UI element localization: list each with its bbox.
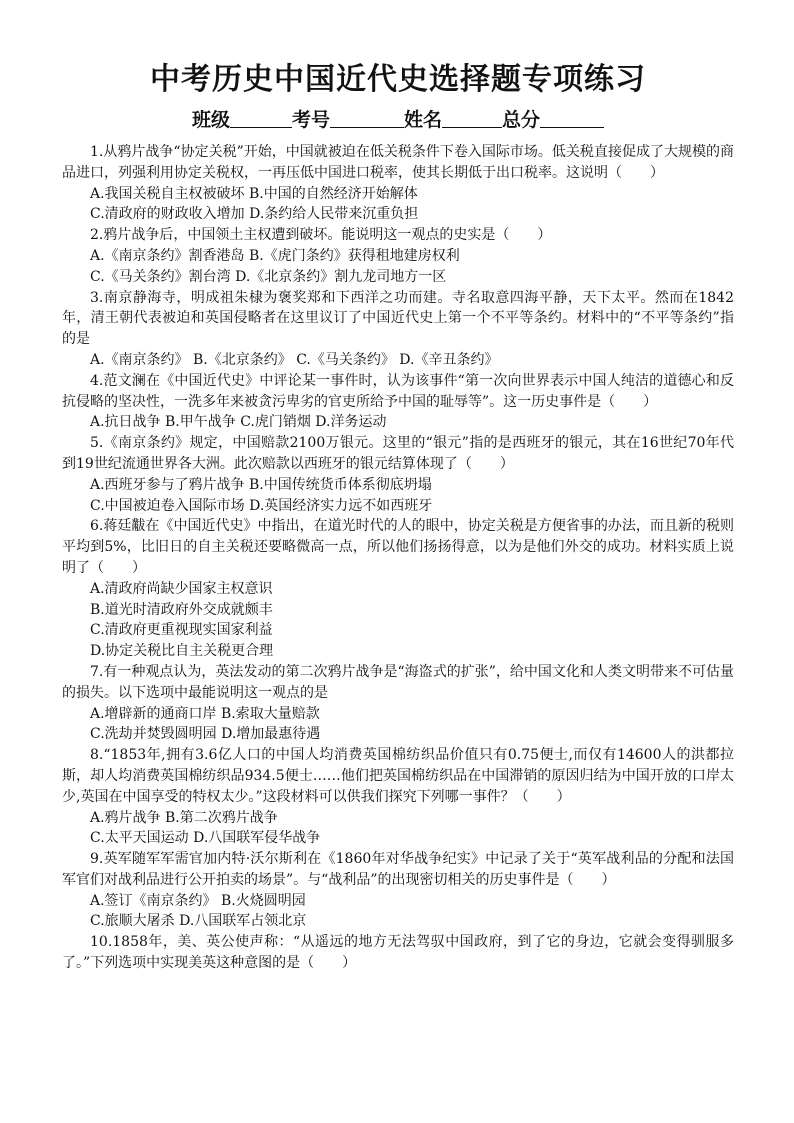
option-line: C.太平天国运动 D.八国联军侵华战争 xyxy=(90,830,321,847)
question-stem: 10.1858年，美、英公使声称：“从遥远的地方无法驾驭中国政府，到了它的身边，它就会变得驯服多了。”下列选项中实现美英这种意图的是（ ） xyxy=(62,934,734,972)
option-line: A.清政府尚缺少国家主权意识 xyxy=(90,580,273,597)
question-item xyxy=(62,288,734,371)
score-blank[interactable] xyxy=(540,109,604,128)
question-item xyxy=(62,849,734,932)
score-label: 总分 xyxy=(502,109,541,131)
option-line: A.西班牙参与了鸦片战争 B.中国传统货币体系彻底坍塌 xyxy=(90,476,432,493)
number-blank[interactable] xyxy=(330,109,404,128)
question-item xyxy=(62,662,734,745)
question-stem: 5.《南京条约》规定，中国赔款2100万银元。这里的“银元”指的是西班牙的银元，其在16世纪70年代到19世纪流通世界各大洲。此次赔款以西班牙的银元结算体现了（ ） xyxy=(62,435,734,472)
question-stem: 6.蒋廷黻在《中国近代史》中指出，在道光时代的人的眼中，协定关税是方便省事的办法，而且新的税则平均到5%，比旧日的自主关税还要略微高一点，所以他们扬扬得意，以为是他们外交的成功。材料实质上说明了（ ） xyxy=(62,518,734,576)
student-info-line xyxy=(62,104,734,136)
option-line: A.《南京条约》割香港岛 B.《虎门条约》获得租地建房权利 xyxy=(90,247,460,264)
question-item xyxy=(62,433,734,516)
question-item xyxy=(62,516,734,662)
question-stem: 9.英军随军军需官加内特·沃尔斯利在《1860年对华战争纪实》中记录了关于“英军战利品的分配和法国军官们对战利品进行公开拍卖的场景”。与“战利品”的出现密切相关的历史事件是（ ） xyxy=(62,851,734,888)
option-line: A.签订《南京条约》 B.火烧圆明园 xyxy=(90,892,306,909)
question-item xyxy=(62,225,734,287)
option-line: C.中国被迫卷入国际市场 D.英国经济实力远不如西班牙 xyxy=(90,497,433,514)
question-item xyxy=(62,142,734,225)
option-line: A.《南京条约》 B.《北京条约》 C.《马关条约》 D.《辛丑条约》 xyxy=(90,351,499,368)
option-line: C.旅顺大屠杀 D.八国联军占领北京 xyxy=(90,913,307,930)
question-list xyxy=(62,142,734,974)
option-line: D.协定关税比自主关税更合理 xyxy=(90,643,274,660)
option-line: C.清政府更重视现实国家利益 xyxy=(90,622,273,639)
question-item xyxy=(62,745,734,849)
option-line: A.我国关税自主权被破坏 B.中国的自然经济开始解体 xyxy=(90,185,418,202)
question-stem: 7.有一种观点认为，英法发动的第二次鸦片战争是“海盗式的扩张”，给中国文化和人类文明带来不可估量的损失。以下选项中最能说明这一观点的是 xyxy=(62,663,734,701)
question-stem: 2.鸦片战争后，中国领土主权遭到破坏。能说明这一观点的史实是（ ） xyxy=(90,227,552,244)
name-blank[interactable] xyxy=(442,109,502,128)
question-item xyxy=(62,371,734,433)
question-stem: 3.南京静海寺，明成祖朱棣为褒奖郑和下西洋之功而建。寺名取意四海平静，天下太平。然而在1842年，清王朝代表被迫和英国侵略者在这里议订了中国近代史上第一个不平等条约。材料中的“不平等条约”指的是 xyxy=(62,289,734,348)
page-title: 中考历史中国近代史选择题专项练习 xyxy=(150,62,646,97)
option-line: A.鸦片战争 B.第二次鸦片战争 xyxy=(90,809,278,826)
class-blank[interactable] xyxy=(230,109,292,128)
class-label: 班级 xyxy=(191,109,230,131)
option-line: A.抗日战争 B.甲午战争 C.虎门销烟 D.洋务运动 xyxy=(90,414,387,431)
option-line: B.道光时清政府外交成就颇丰 xyxy=(90,601,273,618)
option-line: C.洗劫并焚毁圆明园 D.增加最惠待遇 xyxy=(90,726,321,743)
option-line: A.增辟新的通商口岸 B.索取大量赔款 xyxy=(90,705,320,722)
option-line: C.清政府的财政收入增加 D.条约给人民带来沉重负担 xyxy=(90,206,419,223)
question-item xyxy=(62,932,734,974)
name-label: 姓名 xyxy=(404,109,443,131)
number-label: 考号 xyxy=(291,109,330,131)
question-stem: 8.“1853年,拥有3.6亿人口的中国人均消费英国棉纺织品价值只有0.75便士,而仅有14600人的洪都拉斯，却人均消费英国棉纺织品934.5便士……他们把英国棉纺织品在中国滞销的原因归结为中国开放的口岸太少,英国在中国享受的特权太少。”这段材料可以供我们探究下列哪一事件？（ ） xyxy=(62,747,734,805)
worksheet-page xyxy=(62,56,734,974)
question-stem: 4.范文澜在《中国近代史》中评论某一事件时，认为该事件“第一次向世界表示中国人纯洁的道德心和反抗侵略的坚决性，一洗多年来被贪污卑劣的官吏所给予中国的耻辱等”。这一历史事件是（ ） xyxy=(62,372,734,410)
question-stem: 1.从鸦片战争“协定关税”开始，中国就被迫在低关税条件下卷入国际市场。低关税直接促成了大规模的商品进口，列强利用协定关税权，一再压低中国进口税率，使其长期低于出口税率。这说明（ ） xyxy=(62,144,734,181)
option-line: C.《马关条约》割台湾 D.《北京条约》割九龙司地方一区 xyxy=(90,268,447,285)
